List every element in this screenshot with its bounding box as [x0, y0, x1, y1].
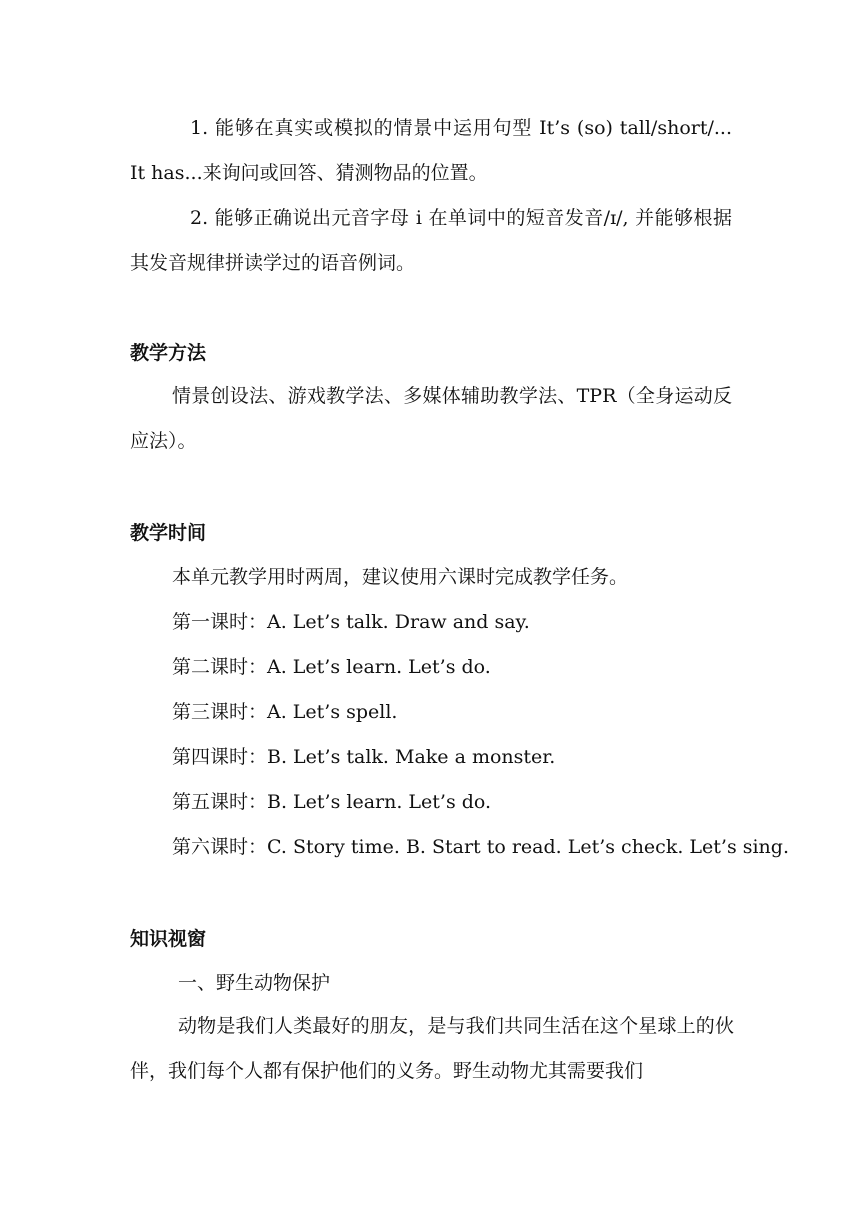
methods-text: 情景创设法、游戏教学法、多媒体辅助教学法、TPR（全身运动反应法）。: [130, 385, 732, 452]
lesson-5: 第五课时：B. Let’s learn. Let’s do.: [172, 791, 492, 813]
schedule-heading: 教学时间: [130, 522, 207, 544]
objective-1: 1. 能够在真实或模拟的情景中运用句型 It’s (so) tall/short/... It has...来询问或回答、猜测物品的位置。: [130, 117, 732, 184]
schedule-intro: 本单元教学用时两周，建议使用六课时完成教学任务。: [172, 566, 629, 588]
lesson-6: 第六课时：C. Story time. B. Start to read. Let’s check. Let’s sing.: [172, 836, 789, 858]
objective-2: 2. 能够正确说出元音字母 i 在单词中的短音发音/ɪ/, 并能够根据其发音规律拼读学过的语音例词。: [130, 207, 732, 274]
methods-heading: 教学方法: [130, 342, 207, 364]
knowledge-heading: 知识视窗: [130, 928, 207, 950]
lesson-3: 第三课时：A. Let’s spell.: [172, 701, 398, 723]
lesson-4: 第四课时：B. Let’s talk. Make a monster.: [172, 746, 556, 768]
lesson-1: 第一课时：A. Let’s talk. Draw and say.: [172, 611, 530, 633]
knowledge-subheading: 一、野生动物保护: [178, 972, 331, 994]
lesson-2: 第二课时：A. Let’s learn. Let’s do.: [172, 656, 491, 678]
knowledge-text: 动物是我们人类最好的朋友，是与我们共同生活在这个星球上的伙伴，我们每个人都有保护他们的义务。野生动物尤其需要我们: [130, 1015, 734, 1082]
